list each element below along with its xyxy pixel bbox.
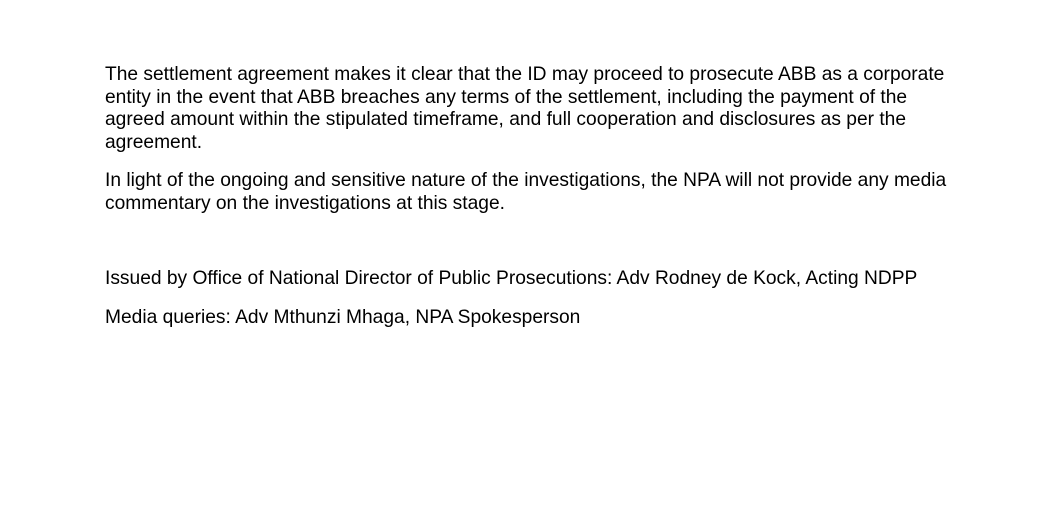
issued-by-statement: Issued by Office of National Director of Public Prosecutions: Adv Rodney de Kock, Acting NDPP	[105, 268, 918, 289]
document-body	[105, 64, 950, 329]
media-queries-contact: Media queries: Adv Mthunzi Mhaga, NPA Spokesperson	[105, 306, 581, 328]
paragraph-settlement-agreement: The settlement agreement makes it clear that the ID may proceed to prosecute ABB as a corporate entity in the event that ABB breaches any terms of the settlement, including the payment of the agreed amount within the stipulated timeframe, and full cooperation and disclosures as per the agreement.	[105, 64, 945, 153]
paragraph-media-commentary: In light of the ongoing and sensitive nature of the investigations, the NPA will not provide any media commentary on the investigations at this stage.	[105, 170, 947, 214]
